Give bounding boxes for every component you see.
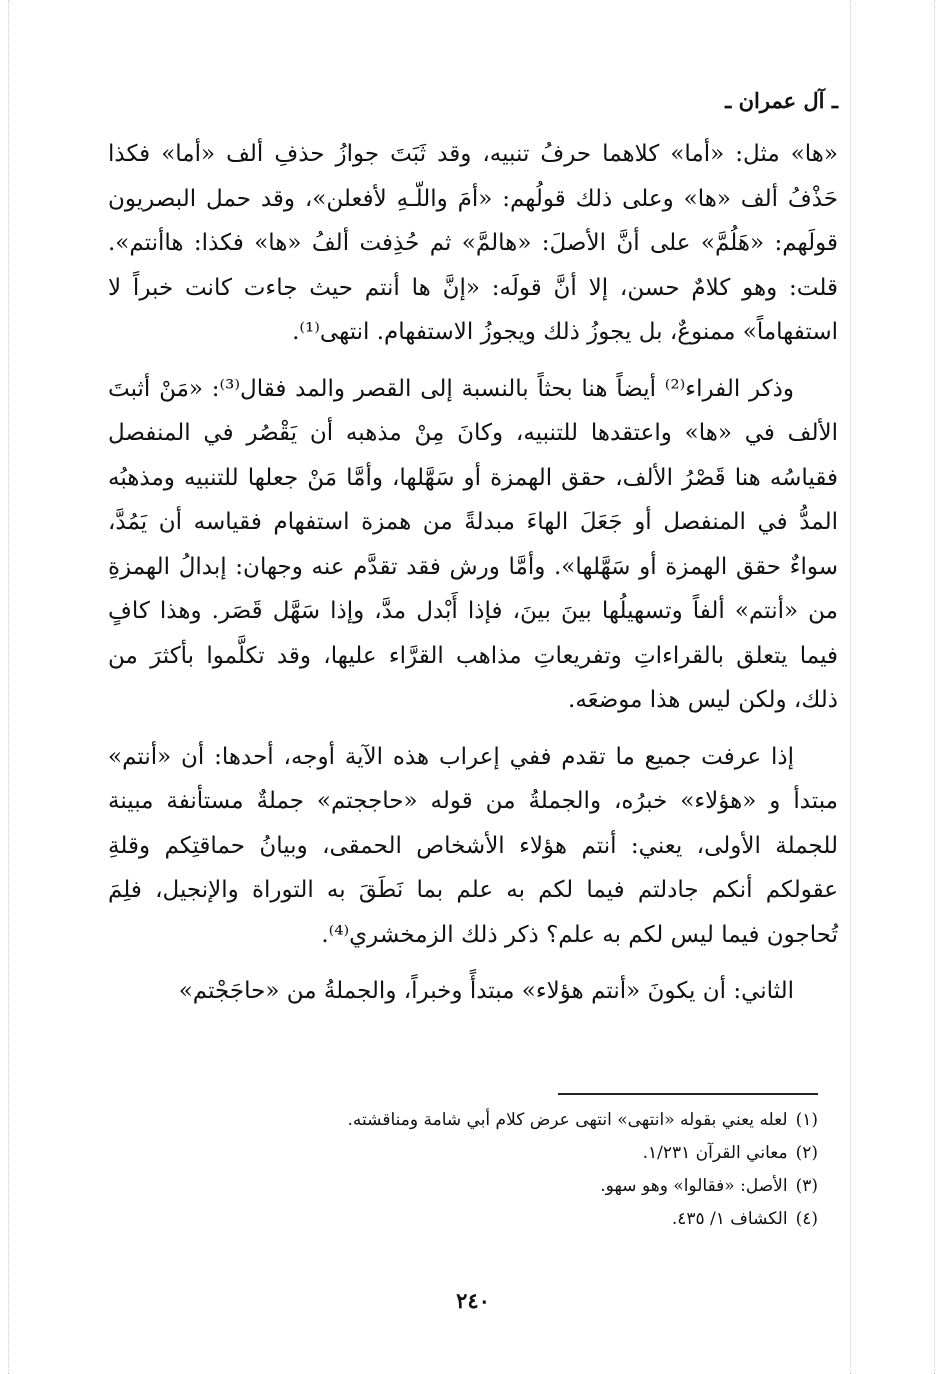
paragraph-2: وذكر الفراء⁽²⁾ أيضاً هنا بحثاً بالنسبة إلى القصر والمد فقال⁽³⁾: «مَنْ أثبتَ الألف في «ها» واعتقدها للتنبيه، وكانَ مِنْ مذهبه أن يَقْصُر في المنفصل فقياسُه هنا قَصْرُ الألف، حقق الهمزة أو سَهَّلها، وأمَّا مَنْ جعلها للتنبيه ومذهبُه المدُّ في المنفصل أو جَعَلَ الهاءَ مبدلةً من همزة استفهام فقياسه أن يَمُدَّ، سواءٌ حقق الهمزة أو سَهَّلها». وأمَّا ورش فقد تقدَّم عنه وجهان: إبدالُ الهمزةِ من «أنتم» ألفاً وتسهيلُها بينَ بينَ، فإذا أَبْدل مدَّ، وإذا سَهَّل قَصَر. وهذا كافٍ فيما يتعلق بالقراءاتِ وتفريعاتِ مذاهب القرَّاء عليها، وقد تكلَّموا بأكثرَ من ذلك، ولكن ليس هذا موضعَه.: [108, 375, 838, 713]
scan-fold-line: [8, 0, 9, 1374]
footnote-1: [218, 1104, 818, 1137]
footnote-text: لعله يعني بقوله «انتهى» انتهى عرض كلام أبي شامة ومناقشته.: [347, 1110, 788, 1130]
main-text: [108, 132, 838, 1014]
paragraph-4: الثاني: أن يكونَ «أنتم هؤلاء» مبتدأً وخبراً، والجملةُ من «حاجَجْتم»: [178, 978, 794, 1004]
footnote-number: (١): [795, 1110, 818, 1130]
paragraph-1: «ها» مثل: «أما» كلاهما حرفُ تنبيه، وقد ثَبَتَ جوازُ حذفِ ألف «أما» فكذا حَذْفُ ألف «ها» وعلى ذلك قولُهم: «أمَ واللّـهِ لأفعلن»، وقد حمل البصريون قولَهم: «هَلُمَّ» على أنَّ الأصلَ: «هالمَّ» ثم حُذِفت ألفُ «ها» فكذا: هاأنتم». قلت: وهو كلامٌ حسن، إلا أنَّ قولَه: «إنَّ ها أنتم حيث جاءت كانت خبراً لا استفهاماً» ممنوعٌ، بل يجوزُ ذلك ويجوزُ الاستفهام. انتهى⁽¹⁾.: [108, 141, 838, 345]
footnote-4: [218, 1203, 818, 1236]
footnote-number: (٤): [795, 1209, 818, 1229]
footnote-text: معاني القرآن ١/٢٣١.: [642, 1143, 788, 1163]
paragraph-3: إذا عرفت جميع ما تقدم ففي إعراب هذه الآية أوجه، أحدها: أن «أنتم» مبتدأ و «هؤلاء» خبرُه، والجملةُ من قوله «حاججتم» جملةٌ مستأنفة مبينة للجملة الأولى، يعني: أنتم هؤلاء الأشخاص الحمقى، وبيانُ حماقتِكم وقلةِ عقولكم أنكم جادلتم فيما لكم به علم بما نَطَقَ به التوراة والإنجيل، فلِمَ تُحاجون فيما ليس لكم به علم؟ ذكر ذلك الزمخشري⁽⁴⁾.: [108, 743, 838, 948]
footnotes: [218, 1104, 818, 1236]
page-number: ٢٤٠: [456, 1288, 490, 1313]
scan-fold-line: [850, 0, 851, 1374]
footnote-text: الكشاف ١/ ٤٣٥.: [671, 1209, 788, 1229]
running-head: ـ آل عمران ـ: [725, 88, 838, 113]
footnote-2: [218, 1137, 818, 1170]
footnote-text: الأصل: «فقالوا» وهو سهو.: [600, 1176, 788, 1196]
footnote-number: (٢): [795, 1143, 818, 1163]
scan-fold-line: [934, 0, 935, 1374]
footnote-3: [218, 1170, 818, 1203]
footnote-separator: [558, 1093, 818, 1095]
footnote-number: (٣): [795, 1176, 818, 1196]
